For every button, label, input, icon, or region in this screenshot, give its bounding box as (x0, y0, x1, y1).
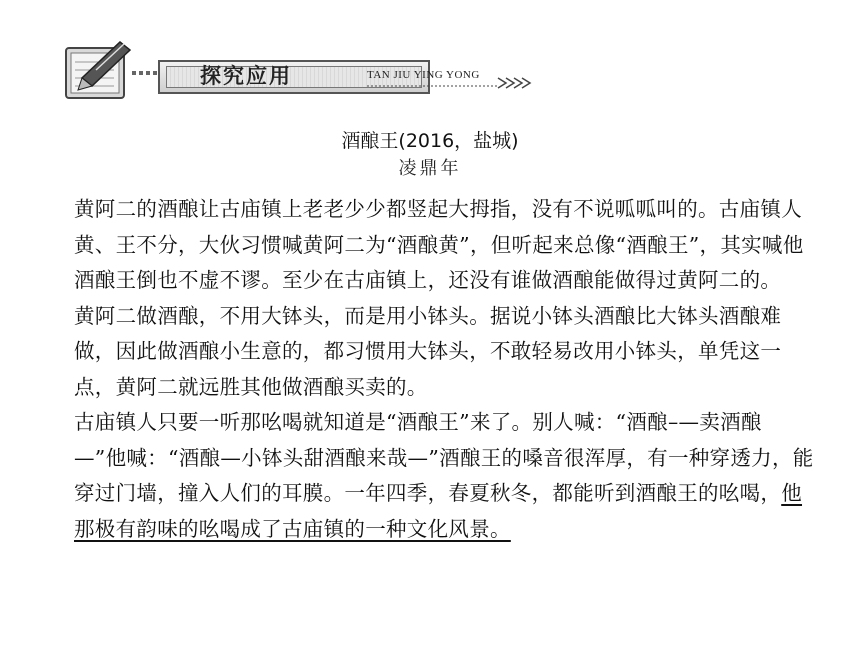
double-arrow-icon (496, 76, 536, 90)
underlined-sentence: 他那极有韵味的吆喝成了古庙镇的一种文化风景。 (74, 481, 803, 541)
article-body (74, 192, 814, 547)
section-banner (62, 38, 542, 108)
article-author: 凌鼎年 (398, 158, 462, 179)
banner-subtitle: TAN JIU YING YONG (367, 69, 480, 81)
paragraph-1: 黄阿二的酒酿让古庙镇上老老少少都竖起大拇指，没有不说呱呱叫的。古庙镇人黄、王不分，大伙习惯喊黄阿二为“酒酿黄”，但听起来总像“酒酿王”，其实喊他酒酿王倒也不虚不谬。至少在古庙镇上，还没有谁做酒酿能做得过黄阿二的。 (74, 197, 804, 292)
pencil-notepad-icon (62, 40, 134, 102)
paragraph-2: 黄阿二做酒酿，不用大钵头，而是用小钵头。据说小钵头酒酿比大钵头酒酿难做，因此做酒酿小生意的，都习惯用大钵头，不敢轻易改用小钵头，单凭这一点，黄阿二就远胜其他做酒酿买卖的。 (74, 303, 782, 399)
paragraph-3-text: 古庙镇人只要一听那吆喝就知道是“酒酿王”来了。别人喊：“酒酿–—卖酒酿—”他喊：“酒酿—小钵头甜酒酿来哉—”酒酿王的嗓音很浑厚，有一种穿透力，能穿过门墙，撞入人们的耳膜。一年四季，春夏秋冬，都能听到酒酿王的吆喝， (74, 410, 814, 505)
paragraph-3 (74, 405, 814, 547)
banner-underline (367, 84, 497, 88)
banner-title: 探究应用 (200, 64, 292, 88)
article-title: 酒酿王(2016，盐城) (341, 130, 519, 152)
